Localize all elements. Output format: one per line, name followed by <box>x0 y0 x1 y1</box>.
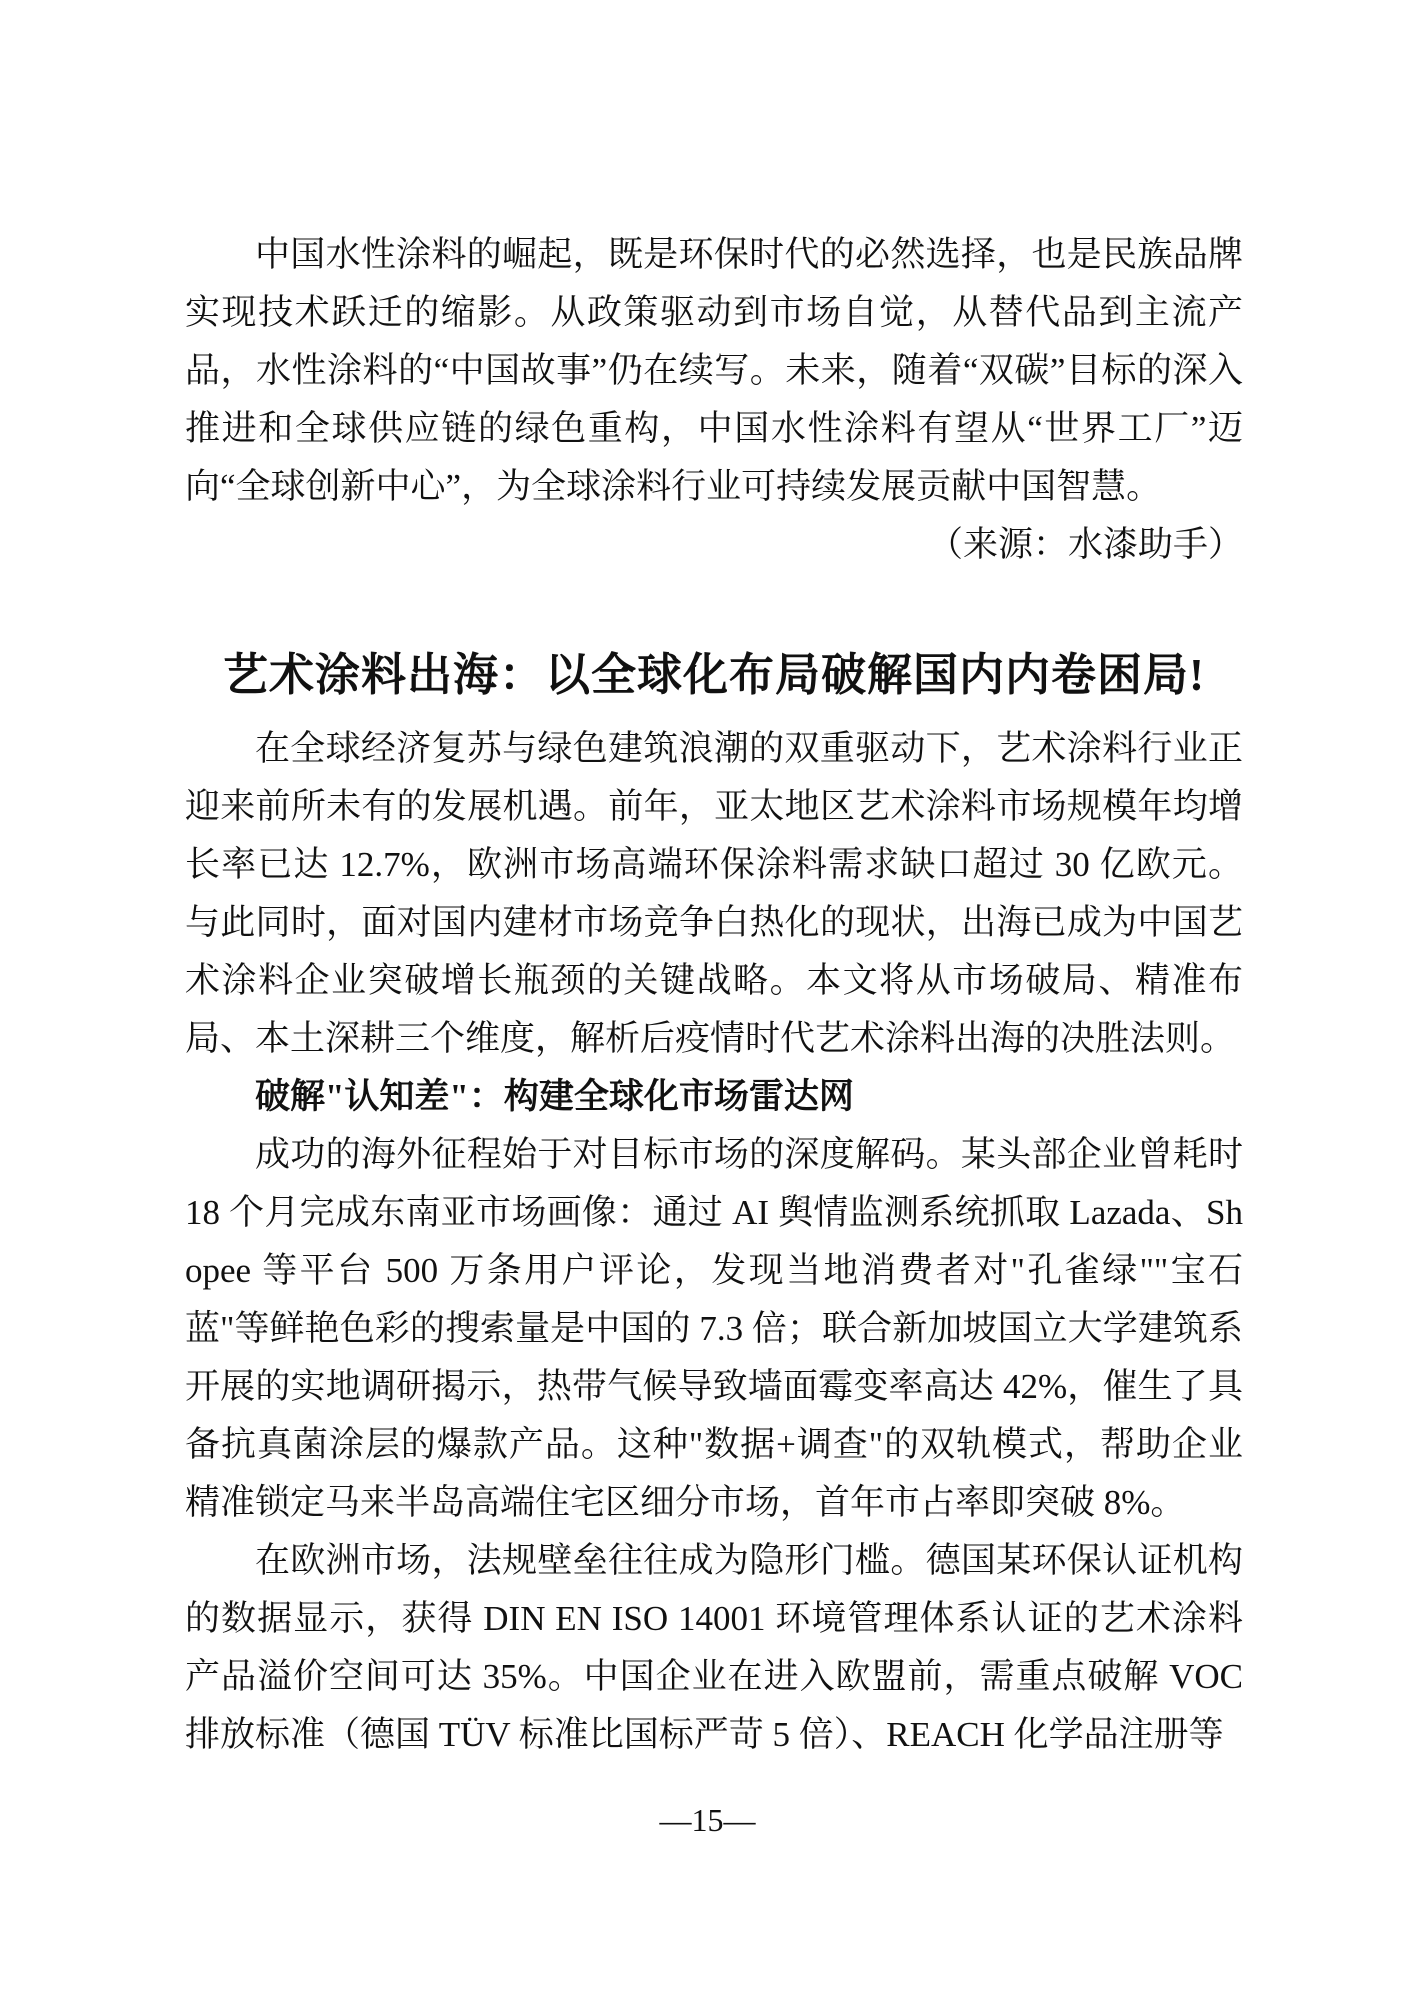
closing-paragraph: 中国水性涂料的崛起，既是环保时代的必然选择，也是民族品牌实现技术跃迁的缩影。从政策驱动到市场自觉，从替代品到主流产品，水性涂料的“中国故事”仍在续写。未来，随着“双碳”目标的深入推进和全球供应链的绿色重构，中国水性涂料有望从“世界工厂”迈向“全球创新中心”，为全球涂料行业可持续发展贡献中国智慧。 <box>185 235 1243 506</box>
europe-regulation-paragraph: 在欧洲市场，法规壁垒往往成为隐形门槛。德国某环保认证机构的数据显示，获得 DIN EN ISO 14001 环境管理体系认证的艺术涂料产品溢价空间可达 35%。中国企业在进入欧盟前，需重点破解 VOC 排放标准（德国 TÜV 标准比国标严苛 5 倍）、REACH 化学品注册等 <box>185 1541 1243 1754</box>
section-heading: 破解"认知差"：构建全球化市场雷达网 <box>255 1077 854 1116</box>
market-radar-paragraph: 成功的海外征程始于对目标市场的深度解码。某头部企业曾耗时 18 个月完成东南亚市场画像：通过 AI 舆情监测系统抓取 Lazada、Shopee 等平台 500 万条用户评论，发现当地消费者对"孔雀绿""宝石蓝"等鲜艳色彩的搜索量是中国的 7.3 倍；联合新加坡国立大学建筑系开展的实地调研揭示，热带气候导致墙面霉变率高达 42%，催生了具备抗真菌涂层的爆款产品。这种"数据+调查"的双轨模式，帮助企业精准锁定马来半岛高端住宅区细分市场，首年市占率即突破 8%。 <box>185 1135 1243 1522</box>
page-content <box>185 0 1243 1764</box>
article-title: 艺术涂料出海：以全球化布局破解国内内卷困局! <box>223 650 1205 700</box>
source-line: （来源：水漆助手） <box>927 525 1243 564</box>
intro-paragraph: 在全球经济复苏与绿色建筑浪潮的双重驱动下，艺术涂料行业正迎来前所未有的发展机遇。前年，亚太地区艺术涂料市场规模年均增长率已达 12.7%，欧洲市场高端环保涂料需求缺口超过 30 亿欧元。与此同时，面对国内建材市场竞争白热化的现状，出海已成为中国艺术涂料企业突破增长瓶颈的关键战略。本文将从市场破局、精准布局、本土深耕三个维度，解析后疫情时代艺术涂料出海的决胜法则。 <box>185 729 1243 1058</box>
page-number: —15— <box>659 1802 756 1838</box>
